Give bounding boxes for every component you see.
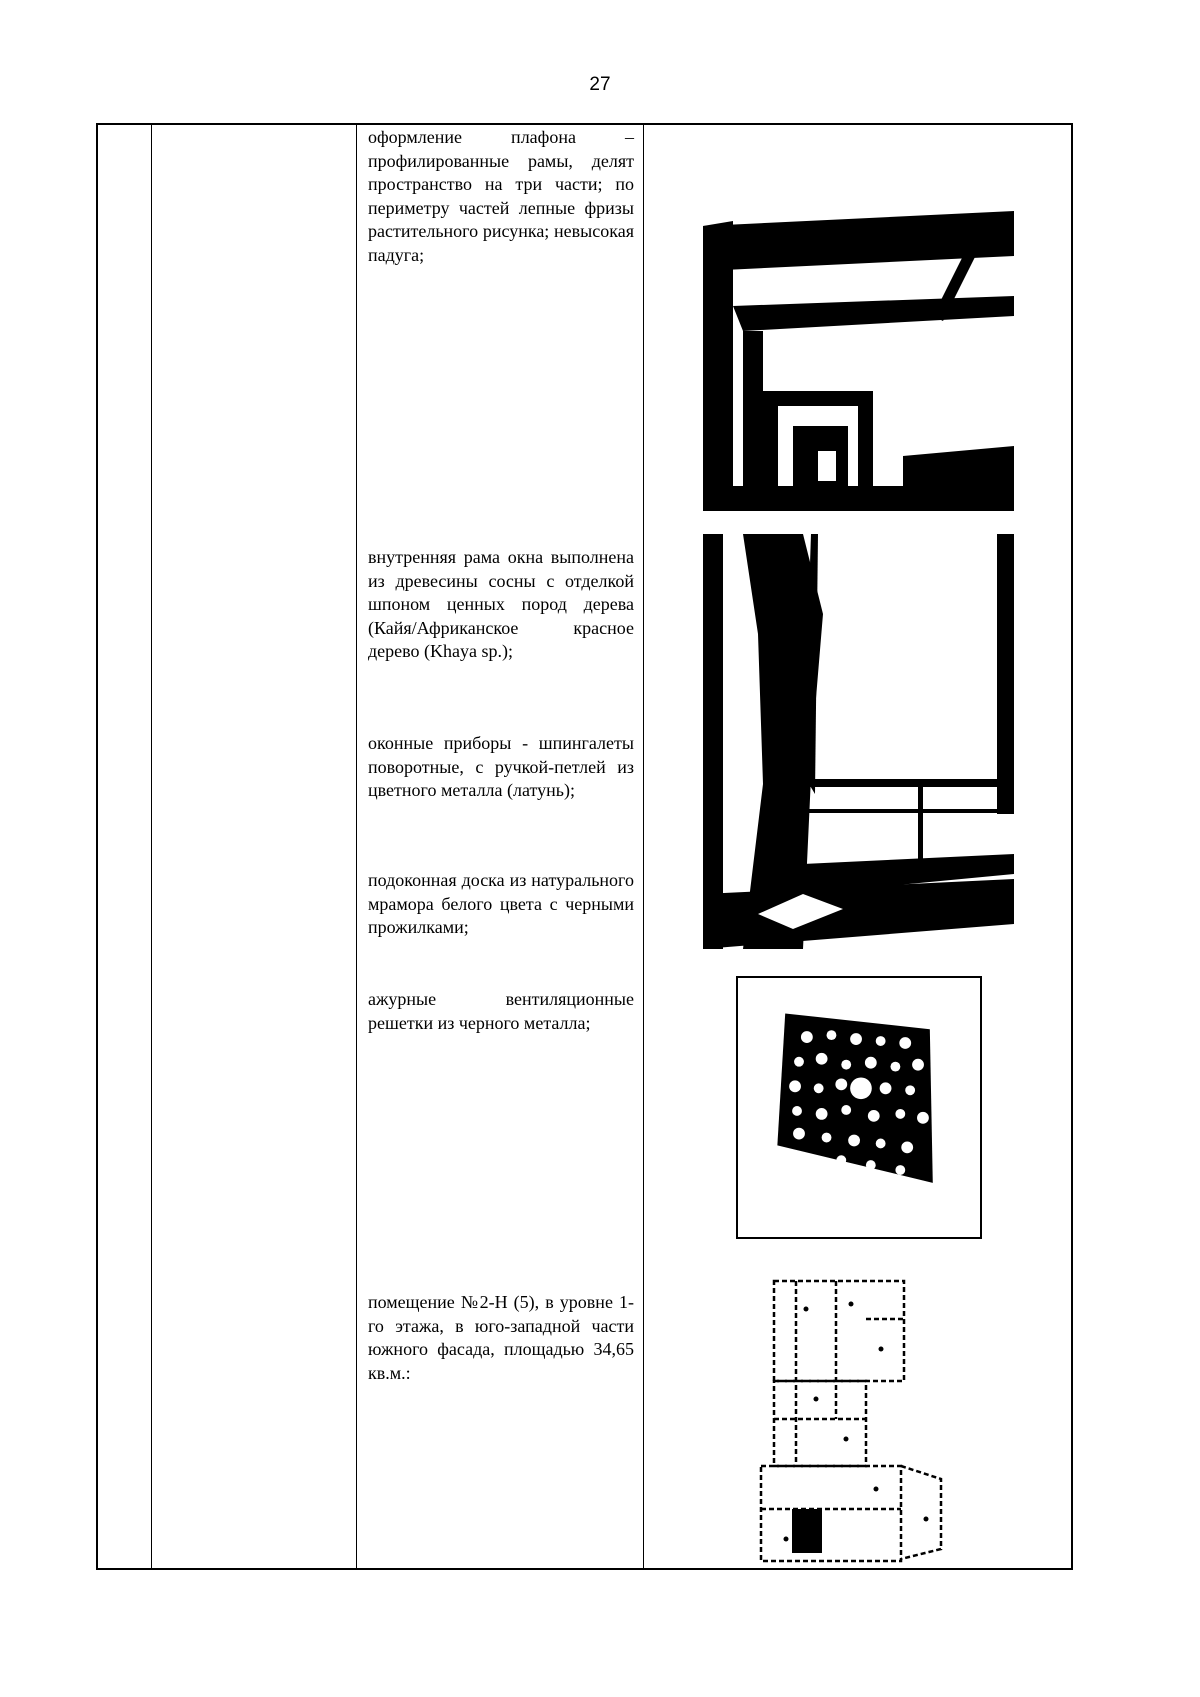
- table-row-text-window-frame: внутренняя рама окна выполнена из древесины сосны с отделкой шпоном ценных пород дерева (Кайя/Африканское красное дерево (Khaya sp.);: [368, 547, 634, 661]
- table-row-text-room: помещение №2-Н (5), в уровне 1-го этажа, в юго-западной части южного фасада, площадью 34,65 кв.м.:: [368, 1292, 634, 1383]
- column-divider: [356, 125, 357, 1568]
- column-divider: [151, 125, 152, 1568]
- page-number: 27: [589, 74, 611, 95]
- table-row-text-vent: ажурные вентиляционные решетки из черного металла;: [368, 989, 634, 1033]
- floor-plan: [736, 1259, 960, 1565]
- table-row-text-sill: подоконная доска из натурального мрамора белого цвета с черными прожилками;: [368, 870, 634, 937]
- table-row-text-ceiling: оформление плафона – профилированные рамы, делят пространство на три части; по периметру частей лепные фризы растительного рисунка; невысокая падуга;: [368, 127, 634, 265]
- table-row-text-window-hardware: оконные приборы - шпингалеты поворотные, с ручкой-петлей из цветного металла (латунь);: [368, 733, 634, 800]
- column-divider: [643, 125, 644, 1568]
- ceiling-photo: [703, 126, 1014, 511]
- vent-grille-photo: [736, 976, 982, 1239]
- window-photo: [703, 534, 1014, 949]
